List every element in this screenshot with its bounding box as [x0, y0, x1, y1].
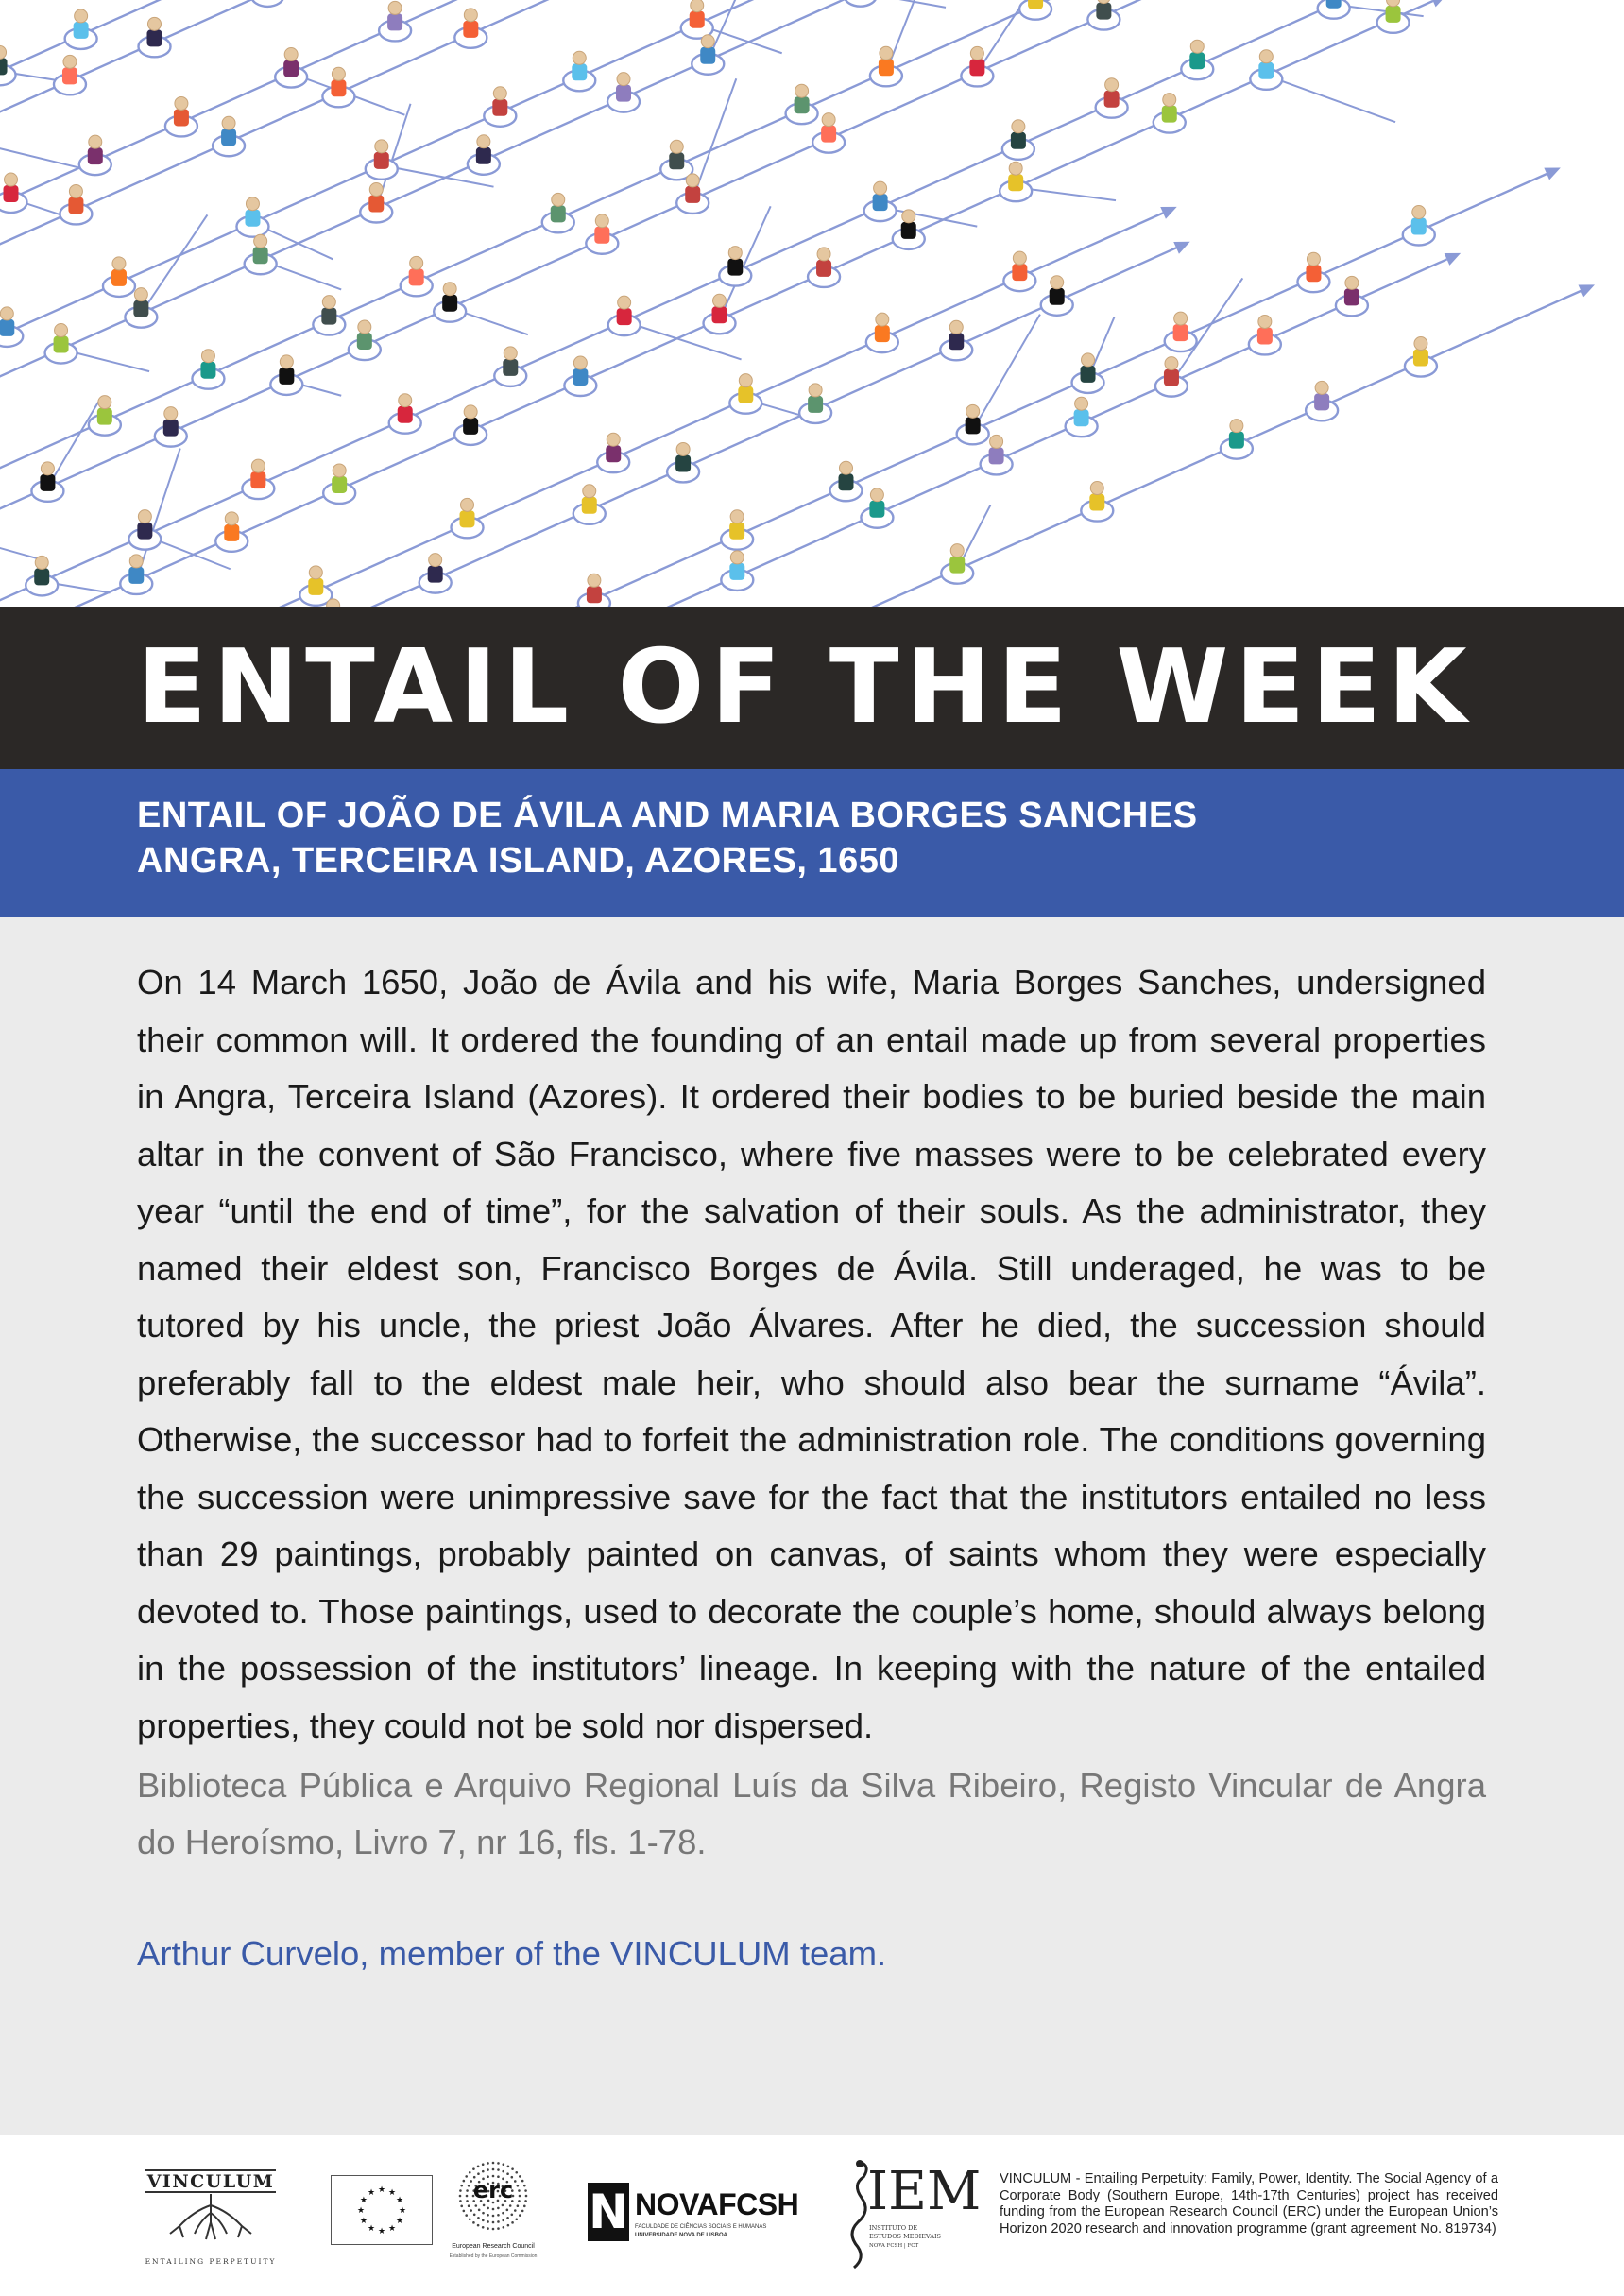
- vinculum-logo-text: VINCULUM: [146, 2171, 275, 2192]
- erc-dot: [497, 2227, 500, 2230]
- erc-dot: [482, 2163, 485, 2166]
- eu-star-icon: ★: [359, 2196, 368, 2205]
- eu-star-icon: ★: [387, 2224, 397, 2235]
- iem-logo-text: IEM: [867, 2161, 982, 2222]
- eu-flag-logo: [331, 2175, 433, 2245]
- erc-dot: [492, 2228, 495, 2231]
- erc-dot: [511, 2221, 514, 2224]
- erc-dot: [472, 2167, 475, 2170]
- eu-star-icon: ★: [356, 2206, 366, 2216]
- people-figurines: [0, 0, 1437, 607]
- erc-dot: [515, 2218, 518, 2220]
- erc-dot: [487, 2220, 489, 2223]
- erc-dot: [477, 2224, 480, 2227]
- erc-dot: [497, 2207, 500, 2210]
- subheading-bar: [0, 769, 1624, 917]
- erc-dot: [465, 2214, 468, 2217]
- svg-text:ENTAILING PERPETUITY: ENTAILING PERPETUITY: [145, 2257, 277, 2266]
- erc-dot: [503, 2163, 505, 2166]
- erc-dot: [468, 2204, 470, 2207]
- eu-star-icon: ★: [377, 2227, 386, 2236]
- erc-dot: [477, 2166, 480, 2168]
- page-title: ENTAIL OF THE WEEK: [137, 628, 1474, 746]
- erc-dot: [487, 2168, 489, 2171]
- erc-dot: [472, 2221, 475, 2224]
- eu-star-icon: ★: [367, 2224, 376, 2235]
- iem-caption-studies: ESTUDOS MEDIEVAIS: [869, 2233, 941, 2240]
- erc-dot: [475, 2204, 478, 2207]
- erc-dot: [506, 2217, 509, 2219]
- hero-illustration: [0, 0, 1624, 607]
- iem-caption-institute: INSTITUTO DE: [869, 2224, 918, 2232]
- erc-dot: [517, 2204, 520, 2207]
- nova-n-icon: N: [589, 2185, 628, 2239]
- person-figurine-icon: [251, 0, 283, 7]
- erc-dot: [477, 2217, 480, 2219]
- nova-caption-faculty: FACULDADE DE CIÊNCIAS SOCIAIS E HUMANAS: [635, 2224, 767, 2230]
- eu-star-icon: ★: [367, 2187, 376, 2198]
- erc-dot: [507, 2224, 510, 2227]
- erc-dot: [502, 2212, 504, 2215]
- erc-dot: [507, 2166, 510, 2168]
- erc-dot: [492, 2221, 495, 2224]
- erc-dot: [514, 2209, 517, 2212]
- erc-dot: [502, 2204, 504, 2207]
- entail-name: ENTAIL OF JOÃO DE ÁVILA AND MARIA BORGES SANCHES: [137, 796, 1198, 835]
- erc-dot: [483, 2204, 486, 2207]
- erc-dot: [492, 2215, 495, 2218]
- erc-dot: [470, 2209, 472, 2212]
- eu-star-icon: ★: [377, 2185, 386, 2195]
- erc-dot: [487, 2162, 489, 2165]
- erc-dot: [503, 2226, 505, 2229]
- erc-dot: [463, 2210, 466, 2213]
- article-body: On 14 March 1650, João de Ávila and his wife, Maria Borges Sanches, undersigned their common will. It ordered the founding of an entail made up from several properties in Angra, Terceira Island (Azores). It ordered their bodies to be buried beside the main altar in the convent of São Francisco, where five masses were to be celebrated every year “until the end of time”, for the salvation of their souls. As the administrator, they named their eldest son, Francisco Borges de Ávila. Still underaged, he was to be tutored by his uncle, the priest João Álvares. After he died, the succession should preferably fall to the eldest male heir, who should also bear the surname “Ávila”. Otherwise, the successor had to forfeit the administration role. The conditions governing the succession were unimpressive save for the fact that the institutors entailed no less than 29 paintings, probably painted on canvas, of saints whom they were especially devoted to. Those paintings, used to decorate the couple’s home, should always belong in the possession of the institutors’ lineage. In keeping with the nature of the entailed properties, they could not be sold nor dispersed.: [137, 963, 1486, 1745]
- erc-dot: [487, 2207, 489, 2210]
- erc-dot: [477, 2172, 480, 2175]
- erc-dot: [506, 2172, 509, 2175]
- erc-dot: [482, 2226, 485, 2229]
- erc-dot: [492, 2162, 495, 2165]
- nova-caption-university: UNIVERSIDADE NOVA DE LISBOA: [635, 2233, 728, 2238]
- nova-fcsh-logo: [588, 2183, 800, 2254]
- erc-dot: [492, 2168, 495, 2171]
- person-figurine-icon: [1318, 0, 1350, 19]
- erc-caption: European Research Council: [452, 2243, 535, 2250]
- erc-dot: [509, 2204, 512, 2207]
- erc-dot: [478, 2209, 481, 2212]
- erc-dot: [497, 2220, 500, 2223]
- erc-dot: [502, 2170, 504, 2173]
- erc-dot: [487, 2227, 489, 2230]
- eu-star-icon: ★: [396, 2196, 404, 2205]
- iem-caption-affiliation: NOVA FCSH | FCT: [869, 2243, 919, 2249]
- people-network-illustration: [0, 0, 1624, 607]
- footer: [0, 2135, 1624, 2296]
- title-banner: [0, 607, 1624, 769]
- erc-dot: [511, 2167, 514, 2170]
- erc-dot: [469, 2171, 471, 2174]
- iem-logo: [839, 2156, 982, 2273]
- nova-logo-text: NOVAFCSH: [635, 2187, 799, 2221]
- erc-dot: [482, 2219, 485, 2222]
- erc-dot: [502, 2219, 504, 2222]
- erc-logo-text: erc: [472, 2177, 514, 2203]
- eu-star-icon: ★: [398, 2206, 407, 2216]
- erc-dot: [497, 2214, 500, 2217]
- erc-dot: [497, 2162, 500, 2165]
- funding-statement: VINCULUM - Entailing Perpetuity: Family, Power, Identity. The Social Agency of a Corporate Body (Southern Europe, 14th-17th Centuries) project has received funding from the European Research Council (ERC) under the European Union’s Horizon 2020 research and innovation programme (grant agreement No. 819734): [1000, 2171, 1498, 2236]
- person-figurine-icon: [578, 574, 610, 607]
- eu-star-icon: ★: [387, 2187, 397, 2198]
- person-figurine-icon: [1019, 0, 1051, 20]
- erc-logo: [442, 2158, 544, 2271]
- erc-subcaption: Established by the European Commission: [449, 2253, 538, 2259]
- eu-stars-icon: [332, 2176, 432, 2244]
- erc-dot: [519, 2214, 521, 2217]
- erc-dot: [482, 2212, 485, 2215]
- source-citation: Biblioteca Pública e Arquivo Regional Luís da Silva Ribeiro, Registo Vincular de Angra do Heroísmo, Livro 7, nr 16, fls. 1-78.: [137, 1766, 1486, 1861]
- person-figurine-icon: [1087, 0, 1120, 30]
- erc-dot: [497, 2168, 500, 2171]
- erc-dot: [515, 2171, 518, 2174]
- person-figurine-icon: [1377, 0, 1410, 33]
- erc-dot: [521, 2210, 524, 2213]
- vinculum-logo: [142, 2164, 280, 2270]
- author-credit: Arthur Curvelo, member of the VINCULUM team.: [137, 1934, 887, 1973]
- eu-star-icon: ★: [396, 2217, 404, 2226]
- article-content: [0, 917, 1624, 2135]
- erc-dot: [487, 2214, 489, 2217]
- eu-star-icon: ★: [359, 2217, 368, 2226]
- erc-dot: [469, 2218, 471, 2220]
- erc-dot: [492, 2208, 495, 2211]
- erc-dot: [523, 2205, 526, 2208]
- person-figurine-icon: [845, 0, 877, 7]
- erc-dot: [482, 2170, 485, 2173]
- entail-location-date: ANGRA, TERCEIRA ISLAND, AZORES, 1650: [137, 841, 899, 881]
- erc-dot: [460, 2205, 463, 2208]
- erc-dot: [473, 2213, 476, 2216]
- erc-dot: [506, 2209, 509, 2212]
- erc-dot: [510, 2213, 513, 2216]
